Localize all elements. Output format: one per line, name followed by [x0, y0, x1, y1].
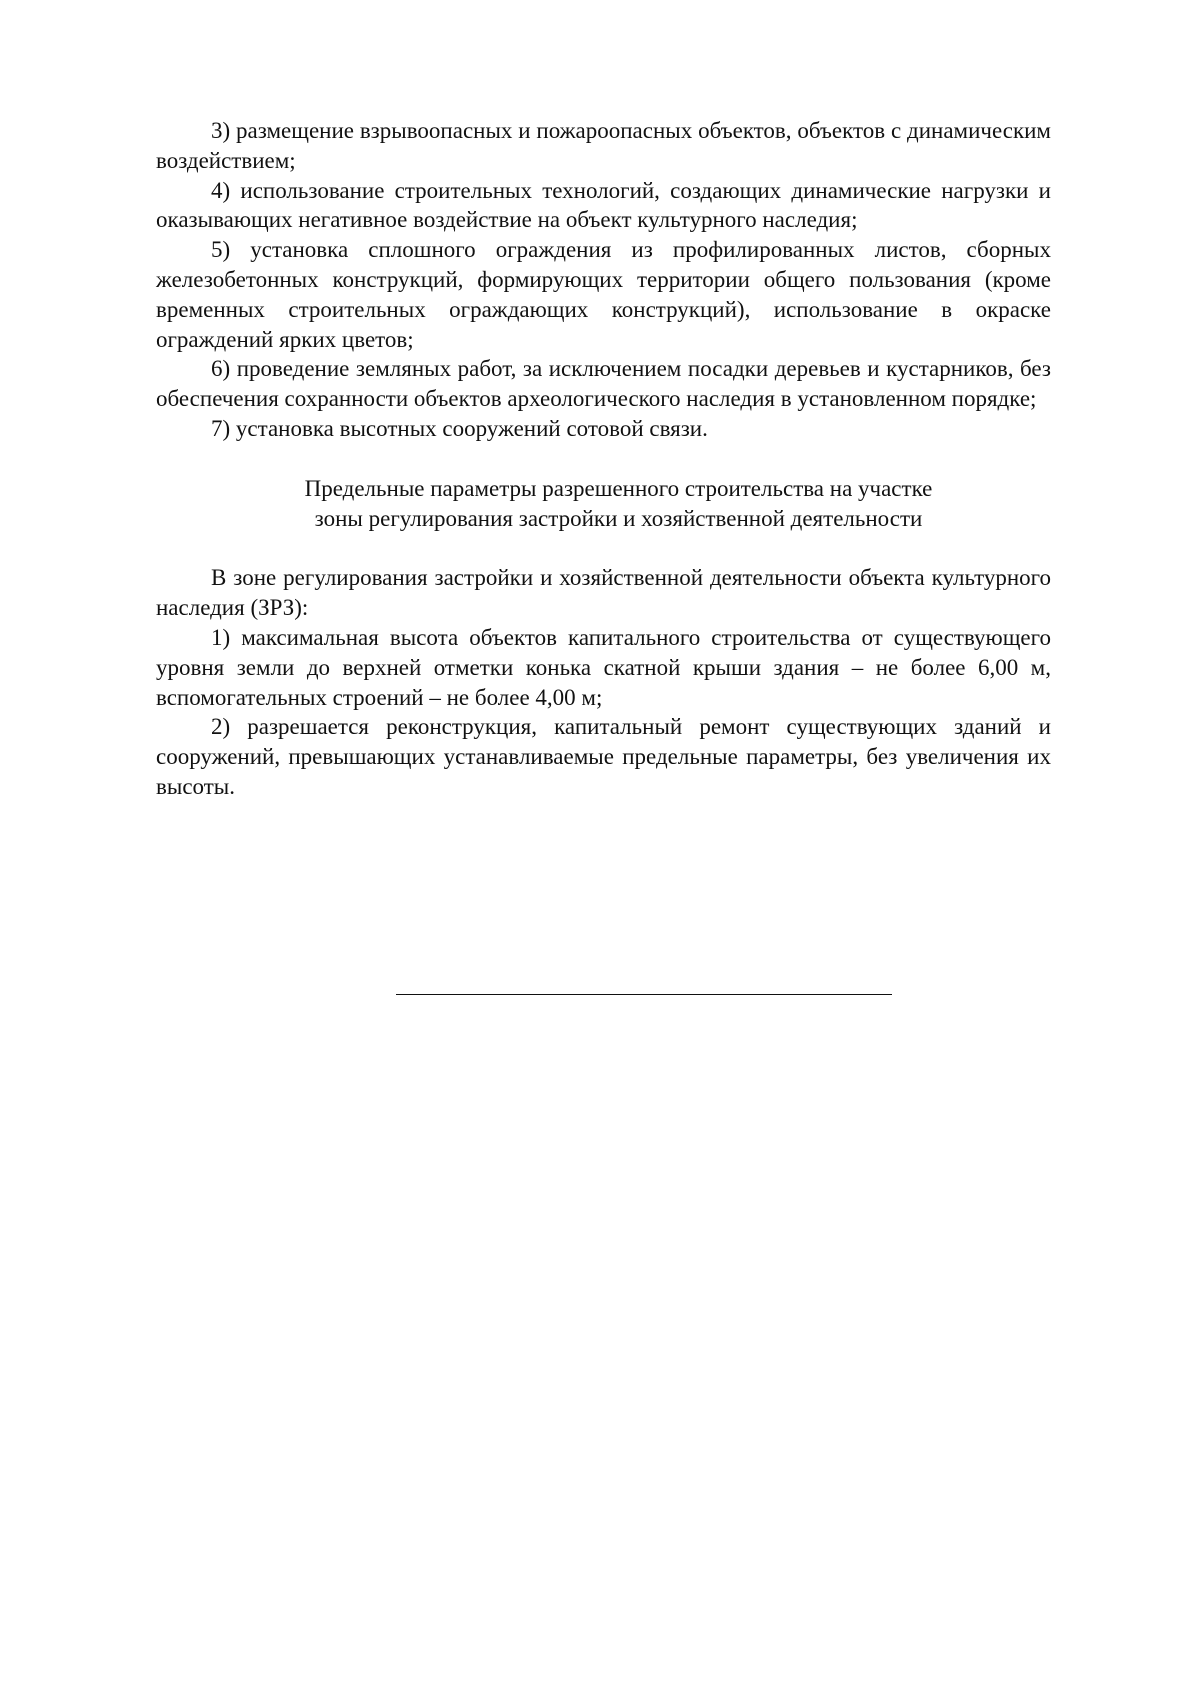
section-heading-line-1: Предельные параметры разрешенного строительства на участке: [304, 475, 933, 501]
spacer: [156, 444, 1051, 474]
section-heading: [156, 474, 1051, 534]
list-item-6: 6) проведение земляных работ, за исключением посадки деревьев и кустарников, без обеспечения сохранности объектов археологического наследия в установленном порядке;: [156, 356, 1051, 412]
list-item-7: 7) установка высотных сооружений сотовой связи.: [211, 415, 708, 441]
intro-paragraph: В зоне регулирования застройки и хозяйственной деятельности объекта культурного наследия (ЗРЗ):: [156, 565, 1051, 621]
parameter-item-1: 1) максимальная высота объектов капитального строительства от существующего уровня земли до верхней отметки конька скатной крыши здания – не более 6,00 м, вспомогательных строений – не более 4,00 м;: [156, 624, 1051, 710]
list-item-4: 4) использование строительных технологий, создающих динамические нагрузки и оказывающих негативное воздействие на объект культурного наследия;: [156, 177, 1051, 233]
spacer: [156, 533, 1051, 563]
parameter-item-2: 2) разрешается реконструкция, капитальный ремонт существующих зданий и сооружений, превышающих устанавливаемые предельные параметры, без увеличения их высоты.: [156, 714, 1051, 799]
document-body: [156, 116, 1051, 802]
section-heading-line-2: зоны регулирования застройки и хозяйственной деятельности: [314, 505, 923, 531]
list-item-3: 3) размещение взрывоопасных и пожароопасных объектов, объектов с динамическим воздействием;: [156, 118, 1051, 173]
end-divider-line: [396, 994, 892, 995]
list-item-5: 5) установка сплошного ограждения из профилированных листов, сборных железобетонных конструкций, формирующих территории общего пользования (кроме временных строительных ограждающих конструкций), использование в окраске ограждений ярких цветов;: [156, 237, 1051, 352]
